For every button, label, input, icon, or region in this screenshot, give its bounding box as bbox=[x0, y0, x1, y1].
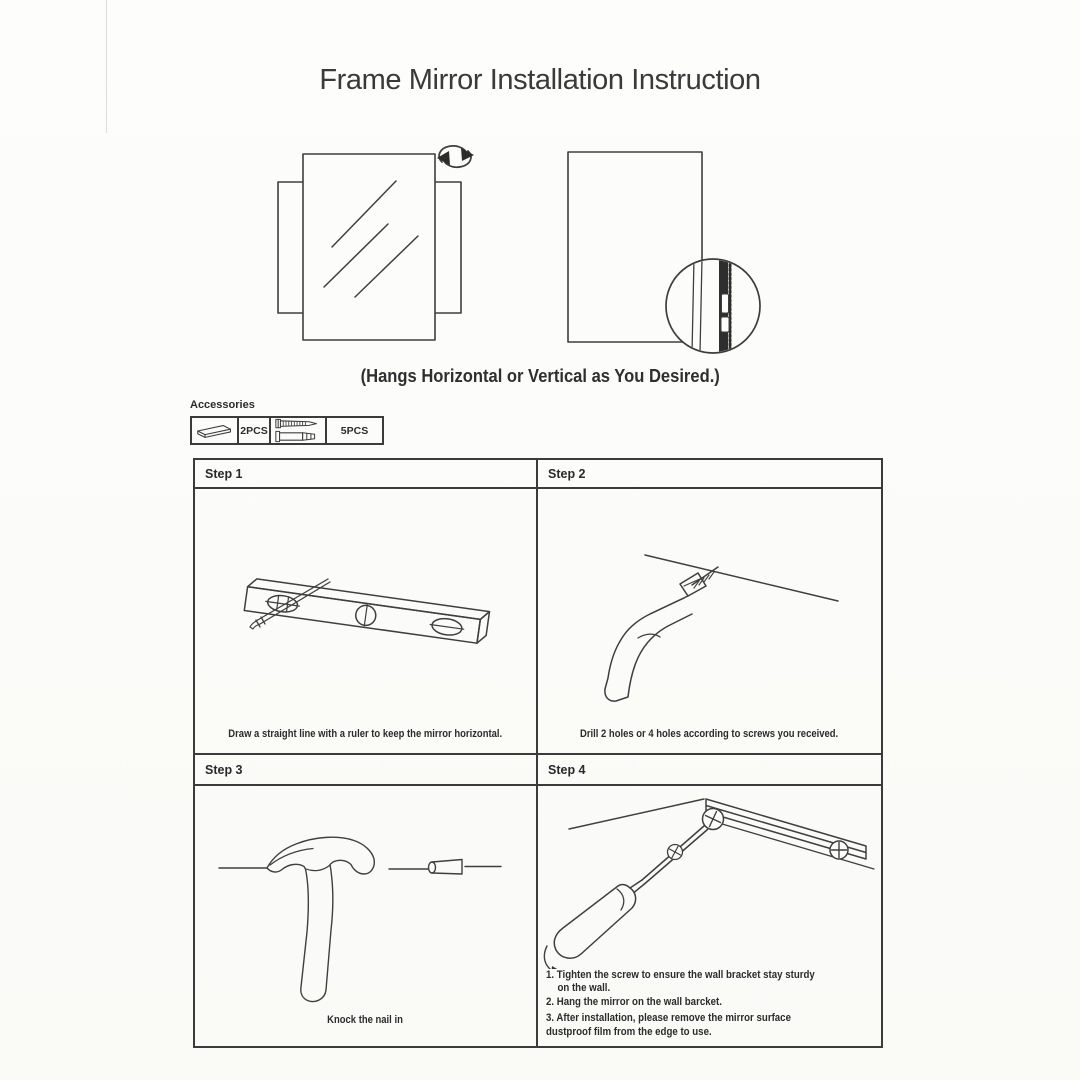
orientation-note: (Hangs Horizontal or Vertical as You Desired.) bbox=[360, 366, 720, 386]
step-4-instructions bbox=[546, 969, 879, 1040]
step-3-header: Step 3 bbox=[195, 755, 538, 786]
step-4-line: dustproof film from the edge to use. bbox=[546, 1025, 712, 1038]
step-3-panel bbox=[195, 786, 538, 1046]
step-2-header: Step 2 bbox=[538, 460, 881, 489]
step-1-caption: Draw a straight line with a ruler to keep the mirror horizontal. bbox=[228, 728, 503, 740]
hammer-illustration bbox=[203, 824, 533, 1014]
drill-illustration bbox=[553, 537, 873, 707]
step-4-panel bbox=[538, 786, 881, 1046]
screw-and-anchor-icon bbox=[271, 418, 327, 443]
step-2-panel bbox=[538, 489, 881, 755]
magnifier-circle-icon bbox=[666, 259, 760, 353]
step-4-header: Step 4 bbox=[538, 755, 881, 786]
wall-anchor-icon bbox=[429, 862, 436, 873]
mirror-horizontal-diagram bbox=[262, 128, 474, 363]
spirit-level-illustration bbox=[220, 559, 520, 679]
mirror-vertical-diagram bbox=[553, 138, 788, 370]
step-4-line: 3. After installation, please remove the mirror surface bbox=[546, 1012, 791, 1024]
page-title: Frame Mirror Installation Instruction bbox=[319, 64, 761, 96]
accessories-label: Accessories bbox=[190, 399, 255, 411]
wall-bracket-icon bbox=[192, 418, 239, 443]
step-3-caption: Knock the nail in bbox=[327, 1014, 404, 1026]
steps-table bbox=[193, 458, 883, 1048]
step-4-line: on the wall. bbox=[557, 982, 611, 994]
step-2-caption: Drill 2 holes or 4 holes according to screws you received. bbox=[580, 728, 839, 740]
screwdriver-bracket-illustration bbox=[541, 789, 876, 969]
step-1-header: Step 1 bbox=[195, 460, 538, 489]
screw-qty: 5PCS bbox=[340, 424, 369, 437]
step-1-panel bbox=[195, 489, 538, 755]
accessories-table bbox=[190, 416, 384, 445]
bracket-qty: 2PCS bbox=[240, 424, 268, 437]
step-4-line: 1. Tighten the screw to ensure the wall bracket stay sturdy bbox=[546, 968, 815, 981]
step-4-line: 2. Hang the mirror on the wall barcket. bbox=[546, 995, 722, 1008]
